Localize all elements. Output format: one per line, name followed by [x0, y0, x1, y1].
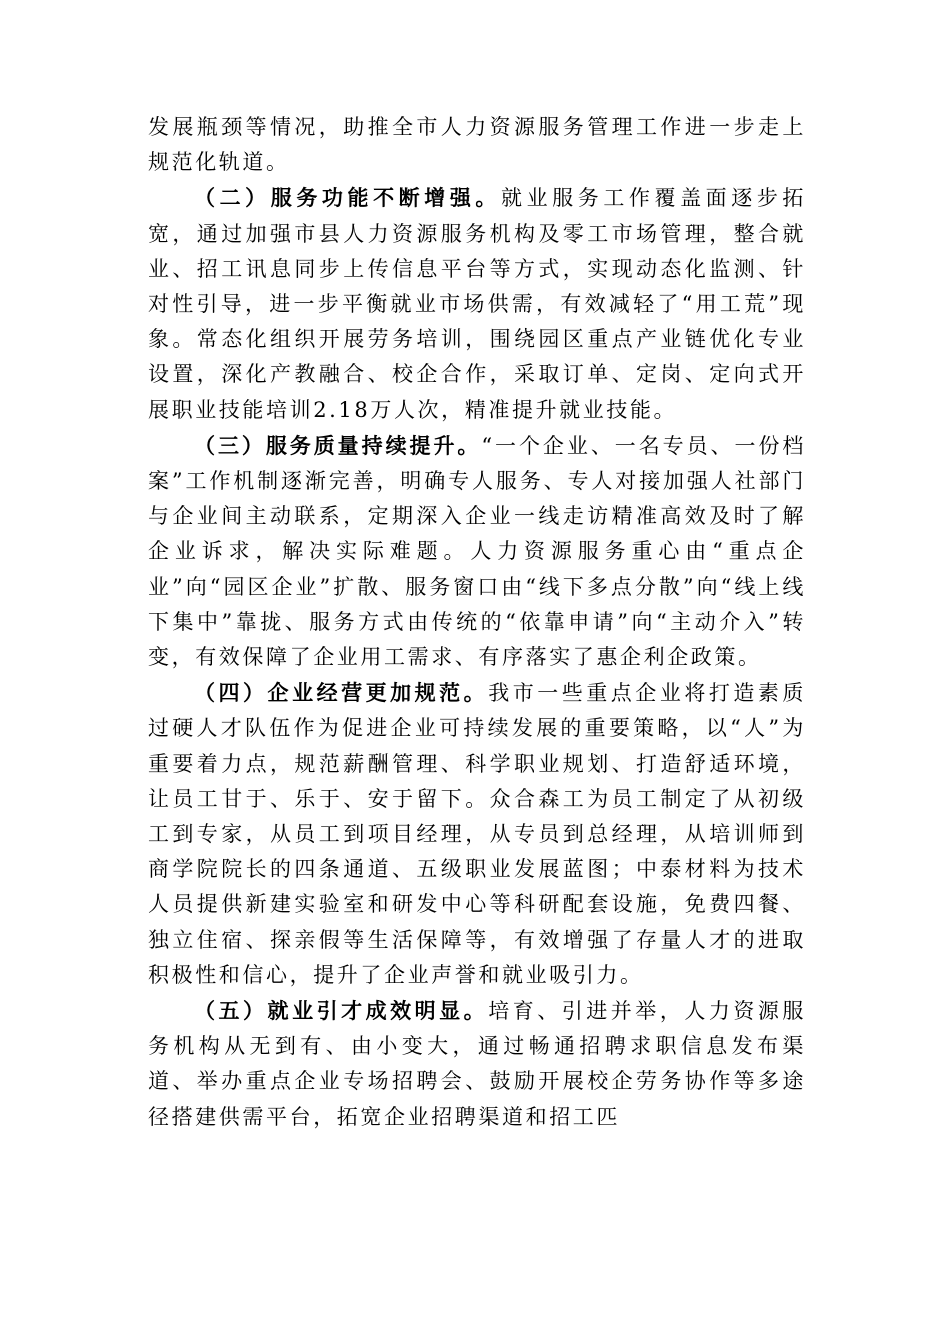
- paragraph-body: 培育、引进并举，人力资源服务机构从无到有、由小变大，通过畅通招聘求职信息发布渠道、举办重点企业专场招聘会、鼓励开展校企劳务协作等多途径搭建供需平台，拓宽企业招聘渠道和招工匹: [148, 999, 806, 1129]
- section-heading: （四）企业经营更加规范。: [194, 680, 489, 706]
- paragraph-body: 我市一些重点企业将打造素质过硬人才队伍作为促进企业可持续发展的重要策略，以“人”为重要着力点，规范薪酬管理、科学职业规划、打造舒适环境，让员工甘于、乐于、安于留下。众合森工为员工制定了从初级工到专家，从员工到项目经理，从专员到总经理，从培训师到商学院院长的四条通道、五级职业发展蓝图；中泰材料为技术人员提供新建实验室和研发中心等科研配套设施，免费四餐、独立住宿、探亲假等生活保障等，有效增强了存量人才的进取积极性和信心，提升了企业声誉和就业吸引力。: [148, 681, 806, 987]
- paragraph-continuation: [148, 110, 806, 180]
- section-heading: （二）服务功能不断增强。: [194, 185, 501, 211]
- paragraph-enterprise-operation: [148, 675, 806, 993]
- paragraph-body: 就业服务工作覆盖面逐步拓宽，通过加强市县人力资源服务机构及零工市场管理，整合就业、招工讯息同步上传信息平台等方式，实现动态化监测、针对性引导，进一步平衡就业市场供需，有效减轻了“用工荒”现象。常态化组织开展劳务培训，围绕园区重点产业链优化专业设置，深化产教融合、校企合作，采取订单、定岗、定向式开展职业技能培训2.18万人次，精准提升就业技能。: [148, 186, 807, 422]
- document-page: [148, 110, 806, 1135]
- section-heading: （五）就业引才成效明显。: [194, 998, 489, 1024]
- paragraph-service-function: [148, 180, 806, 427]
- section-heading: （三）服务质量持续提升。: [194, 432, 482, 458]
- paragraph-body: 发展瓶颈等情况，助推全市人力资源服务管理工作进一步走上规范化轨道。: [148, 115, 806, 175]
- paragraph-service-quality: [148, 428, 806, 675]
- paragraph-employment-talent: [148, 993, 806, 1135]
- paragraph-body: “一个企业、一名专员、一份档案”工作机制逐渐完善，明确专人服务、专人对接加强人社部门与企业间主动联系，定期深入企业一线走访精准高效及时了解企业诉求，解决实际难题。人力资源服务重心由“重点企业”向“园区企业”扩散、服务窗口由“线下多点分散”向“线上线下集中”靠拢、服务方式由传统的“依靠申请”向“主动介入”转变，有效保障了企业用工需求、有序落实了惠企利企政策。: [148, 433, 806, 670]
